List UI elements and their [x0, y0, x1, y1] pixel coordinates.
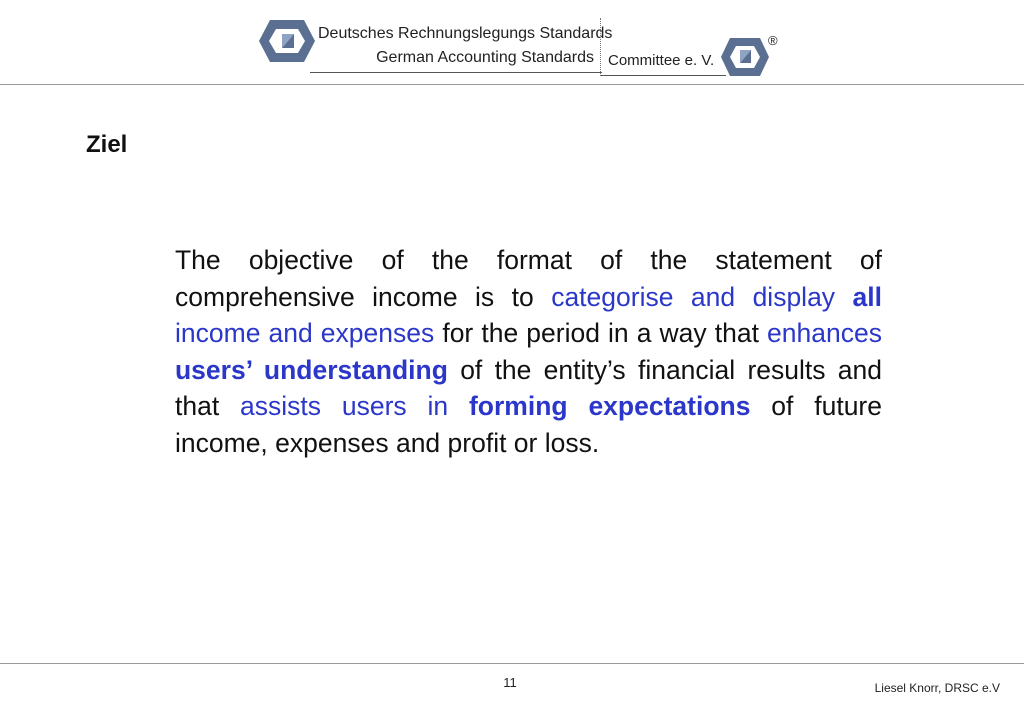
highlight-text: enhances — [767, 318, 882, 348]
drsc-logo-icon — [258, 18, 316, 64]
slide-title: Ziel — [86, 131, 128, 158]
body-text-run: of the entity’s financial results and that — [175, 354, 882, 421]
header-org-name-german: Deutsches Rechnungslegungs Standards — [318, 25, 613, 42]
body-text-run: The objective of the format of the statement of comprehensive income is to — [175, 245, 882, 312]
highlight-text: categorise and display — [551, 281, 836, 312]
emphasis-text: forming expectations — [468, 391, 751, 421]
body-text-run — [448, 391, 469, 421]
header-committee-label: Committee e. V. — [608, 52, 715, 69]
emphasis-text: all — [852, 281, 882, 312]
highlight-text: income and expenses — [175, 318, 435, 348]
drsc-logo-icon — [720, 36, 770, 78]
registered-mark: ® — [768, 33, 778, 48]
header-org-name-english: German Accounting Standards — [376, 49, 594, 66]
body-text-run — [835, 282, 852, 312]
highlight-text: assists users in — [240, 391, 449, 421]
emphasis-text: users’ understanding — [175, 354, 448, 385]
body-text-run: for the period in a way that — [434, 318, 768, 348]
footer-author: Liesel Knorr, DRSC e.V — [874, 681, 1000, 695]
header-underline — [310, 72, 602, 73]
slide-body-paragraph — [175, 242, 882, 461]
header-divider — [0, 84, 1024, 85]
body-text-run: of future income, expenses and profit or loss. — [175, 391, 882, 458]
page-number: 11 — [503, 675, 517, 690]
footer-divider — [0, 663, 1024, 664]
